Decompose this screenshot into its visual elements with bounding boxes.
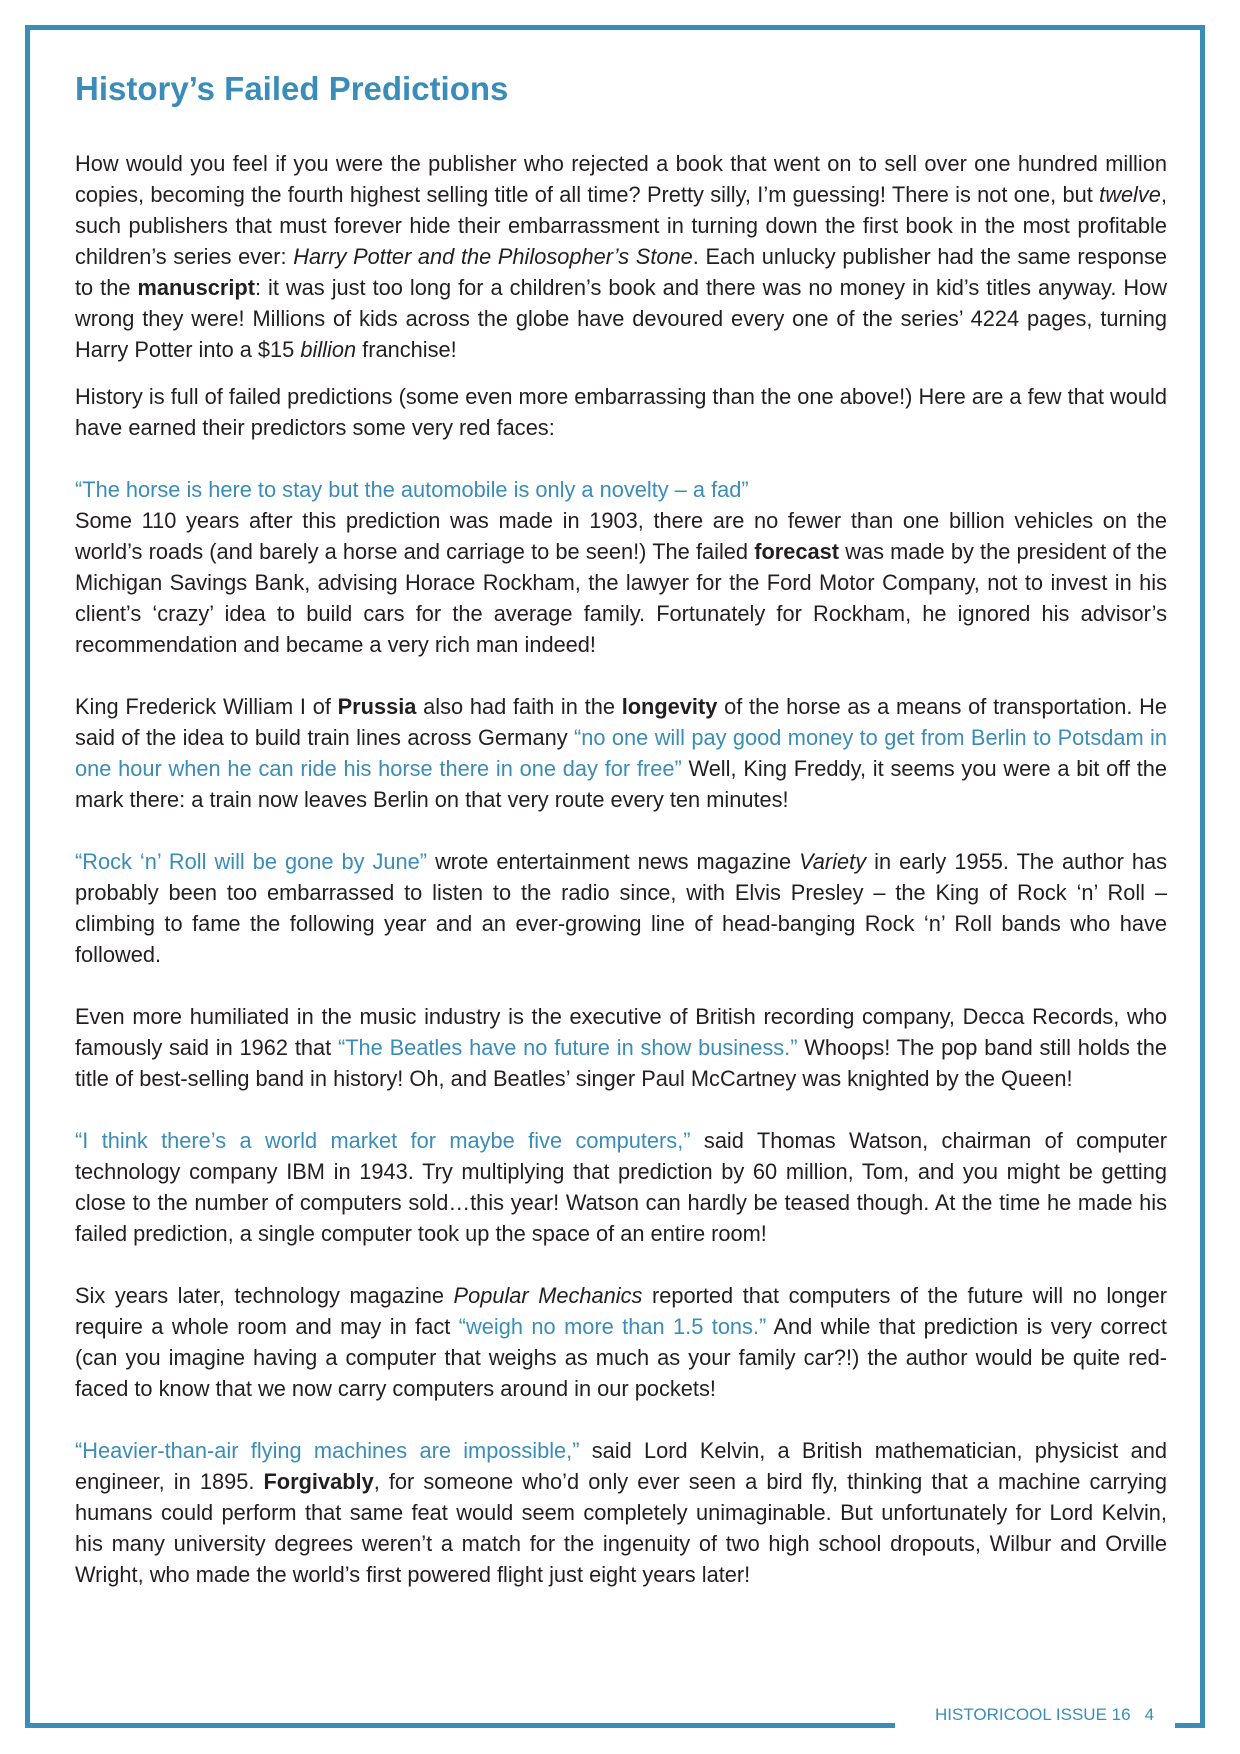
paragraph-intro: How would you feel if you were the publisher who rejected a book that went on to sell over one hundred million copies, becoming the fourth highest selling title of all time? Pretty silly, I’m guessing! There is not one, but twelve, such publishers that must forever hide their embarrassment in turning down the first book in the most profitable children’s series ever: Harry Potter and the Philosopher’s Stone. Each unlucky publisher had the same response to the manuscript: it was just too long for a children’s book and there was no money in kid’s titles anyway. How wrong they were! Millions of kids across the globe have devoured every one of the series’ 4224 pages, turning Harry Potter into a $15 billion franchise! [75, 151, 1167, 362]
quote-computers: “I think there’s a world market for maybe five computers,” [75, 1128, 691, 1153]
paragraph-computers: “I think there’s a world market for maybe five computers,” said Thomas Watson, chairman of computer technology company IBM in 1943. Try multiplying that prediction by 60 million, Tom, and you might be getting close to the number of computers sold…this year! Watson can hardly be teased though. At the time he made his failed prediction, a single computer took up the space of an entire room! [75, 1128, 1167, 1246]
article-body [75, 148, 1167, 1590]
quote-beatles: “The Beatles have no future in show business.” [337, 1035, 798, 1060]
magazine-variety: Variety [799, 849, 867, 874]
quote-train: “no one will pay good money to get from Berlin to Potsdam in one hour when he can ride his horse there in one day for free” [75, 725, 1168, 781]
page-footer [935, 1705, 1154, 1725]
paragraph-flight: “Heavier-than-air flying machines are impossible,” said Lord Kelvin, a British mathematician, physicist and engineer, in 1895. Forgivably, for someone who’d only ever seen a bird fly, thinking that a machine carrying humans could perform that same feat would seem completely unimaginable. But unfortunately for Lord Kelvin, his many university degrees weren’t a match for the ingenuity of two high school dropouts, Wilbur and Orville Wright, who made the world’s first powered flight just eight years later! [75, 1438, 1167, 1587]
keyword-longevity: longevity [621, 694, 718, 719]
issue-label: HISTORICOOL ISSUE 16 [935, 1705, 1131, 1724]
paragraph-rock-n-roll: “Rock ‘n’ Roll will be gone by June” wrote entertainment news magazine Variety in early 1955. The author has probably been too embarrassed to listen to the radio since, with Elvis Presley – the King of Rock ‘n’ Roll – climbing to fame the following year and an ever-growing line of head-banging Rock ‘n’ Roll bands who have followed. [75, 849, 1168, 967]
keyword-forgivably: Forgivably [263, 1469, 374, 1494]
quote-automobile: “The horse is here to stay but the automobile is only a novelty – a fad” [75, 477, 749, 502]
paragraph-popular-mechanics: Six years later, technology magazine Popular Mechanics reported that computers of the future will no longer require a whole room and may in fact “weigh no more than 1.5 tons.” And while that prediction is very correct (can you imagine having a computer that weighs as much as your family car?!) the author would be quite red-faced to know that we now carry computers around in our pockets! [75, 1283, 1168, 1401]
footer-rule-right [1175, 1723, 1205, 1728]
footer-rule-left [25, 1723, 895, 1728]
keyword-forecast: forecast [754, 539, 840, 564]
quote-weigh: “weigh no more than 1.5 tons.” [458, 1314, 767, 1339]
paragraph-prussia: King Frederick William I of Prussia also had faith in the longevity of the horse as a means of transportation. He said of the idea to build train lines across Germany “no one will pay good money to get from Berlin to Potsdam in one hour when he can ride his horse there in one day for free” Well, King Freddy, it seems you were a bit off the mark there: a train now leaves Berlin on that very route every ten minutes! [75, 694, 1168, 812]
keyword-manuscript: manuscript [137, 275, 255, 300]
quote-rock-n-roll: “Rock ‘n’ Roll will be gone by June” [75, 849, 428, 874]
page-number: 4 [1144, 1705, 1155, 1724]
book-title: Harry Potter and the Philosopher’s Stone [293, 244, 693, 269]
magazine-popular-mechanics: Popular Mechanics [453, 1283, 643, 1308]
emphasis-twelve: twelve [1099, 182, 1161, 207]
article-title: History’s Failed Predictions [75, 70, 509, 107]
quote-flight: “Heavier-than-air flying machines are impossible,” [75, 1438, 580, 1463]
paragraph-overview: History is full of failed predictions (some even more embarrassing than the one above!) Here are a few that would have earned their predictors some very red faces: [75, 384, 1167, 440]
paragraph-beatles: Even more humiliated in the music industry is the executive of British recording company, Decca Records, who famously said in 1962 that “The Beatles have no future in show business.” Whoops! The pop band still holds the title of best-selling band in history! Oh, and Beatles’ singer Paul McCartney was knighted by the Queen! [75, 1004, 1167, 1091]
paragraph-automobile: “The horse is here to stay but the automobile is only a novelty – a fad” Some 110 years after this prediction was made in 1903, there are no fewer than one billion vehicles on the world’s roads (and barely a horse and carriage to be seen!) The failed forecast was made by the president of the Michigan Savings Bank, advising Horace Rockham, the lawyer for the Ford Motor Company, not to invest in his client’s ‘crazy’ idea to build cars for the average family. Fortunately for Rockham, he ignored his advisor’s recommendation and became a very rich man indeed! [75, 477, 1167, 657]
emphasis-billion: billion [300, 337, 357, 362]
keyword-prussia: Prussia [337, 694, 417, 719]
